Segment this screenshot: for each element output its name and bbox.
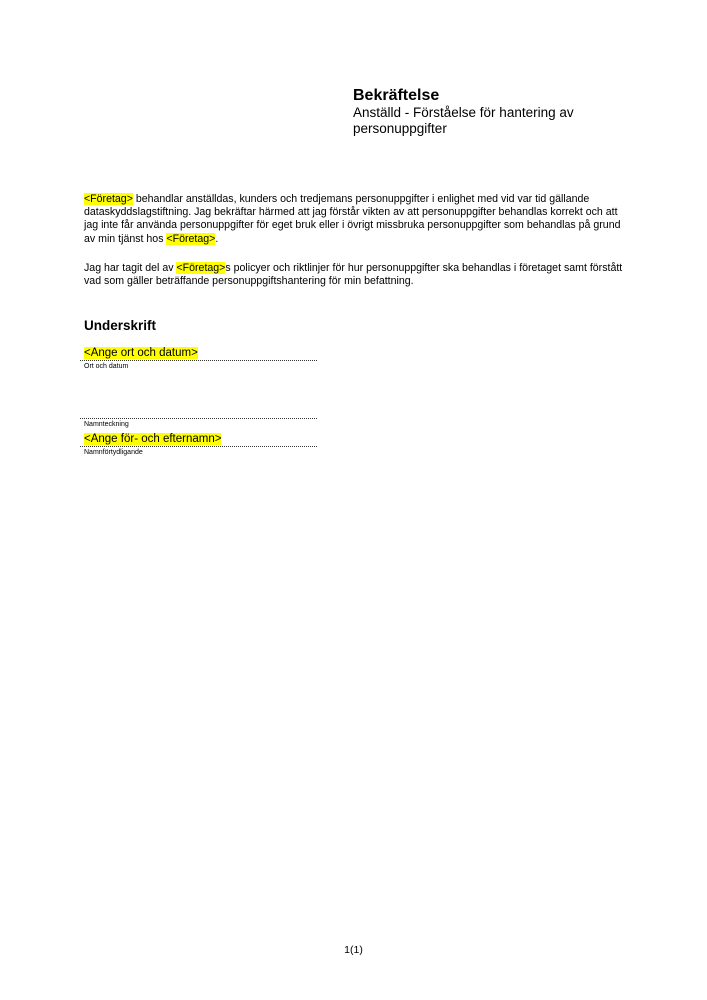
signature-heading: Underskrift (84, 318, 157, 333)
paragraph-text: s policyer och riktlinjer för hur personuppgifter ska behandlas i företaget samt förstått vad som gäller beträffande personuppgiftshantering för min befattning. (84, 262, 623, 288)
document-header (353, 86, 653, 137)
paragraph-policies (84, 262, 624, 288)
dotted-line (80, 360, 317, 361)
signature-field[interactable] (84, 404, 317, 429)
dotted-line (80, 446, 317, 447)
paragraph-text: . (215, 232, 219, 245)
signature-caption: Namnteckning (84, 421, 129, 428)
paragraph-text: Jag har tagit del av (84, 262, 177, 274)
company-placeholder: <Företag> (176, 262, 226, 274)
place-date-caption: Ort och datum (84, 363, 129, 370)
place-date-placeholder[interactable]: <Ange ort och datum> (84, 347, 198, 359)
dotted-line (80, 418, 317, 419)
paragraph-confirmation (84, 193, 624, 246)
name-placeholder[interactable]: <Ange för- och efternamn> (84, 433, 222, 445)
company-placeholder: <Företag> (84, 193, 133, 205)
document-subtitle: Anställd - Förståelse för hantering av personuppgifter (353, 105, 574, 136)
document-title: Bekräftelse (353, 87, 440, 104)
name-caption: Namnförtydligande (84, 449, 143, 456)
place-date-field[interactable] (84, 346, 317, 371)
paragraph-text: behandlar anställdas, kunders och tredjemans personuppgifter i enlighet med vid var tid gällande dataskyddslagstiftning. Jag bekräftar härmed att jag förstår vikten av att personuppgifter behandlas korrekt och att jag inte får använda personuppgifter för eget bruk eller i övrigt missbruka personuppgifter som behandlas på grund av min tjänst hos (84, 193, 621, 245)
company-placeholder: <Företag> (166, 232, 216, 245)
page-number: 1(1) (344, 944, 363, 956)
name-clarification-field[interactable] (84, 432, 317, 457)
